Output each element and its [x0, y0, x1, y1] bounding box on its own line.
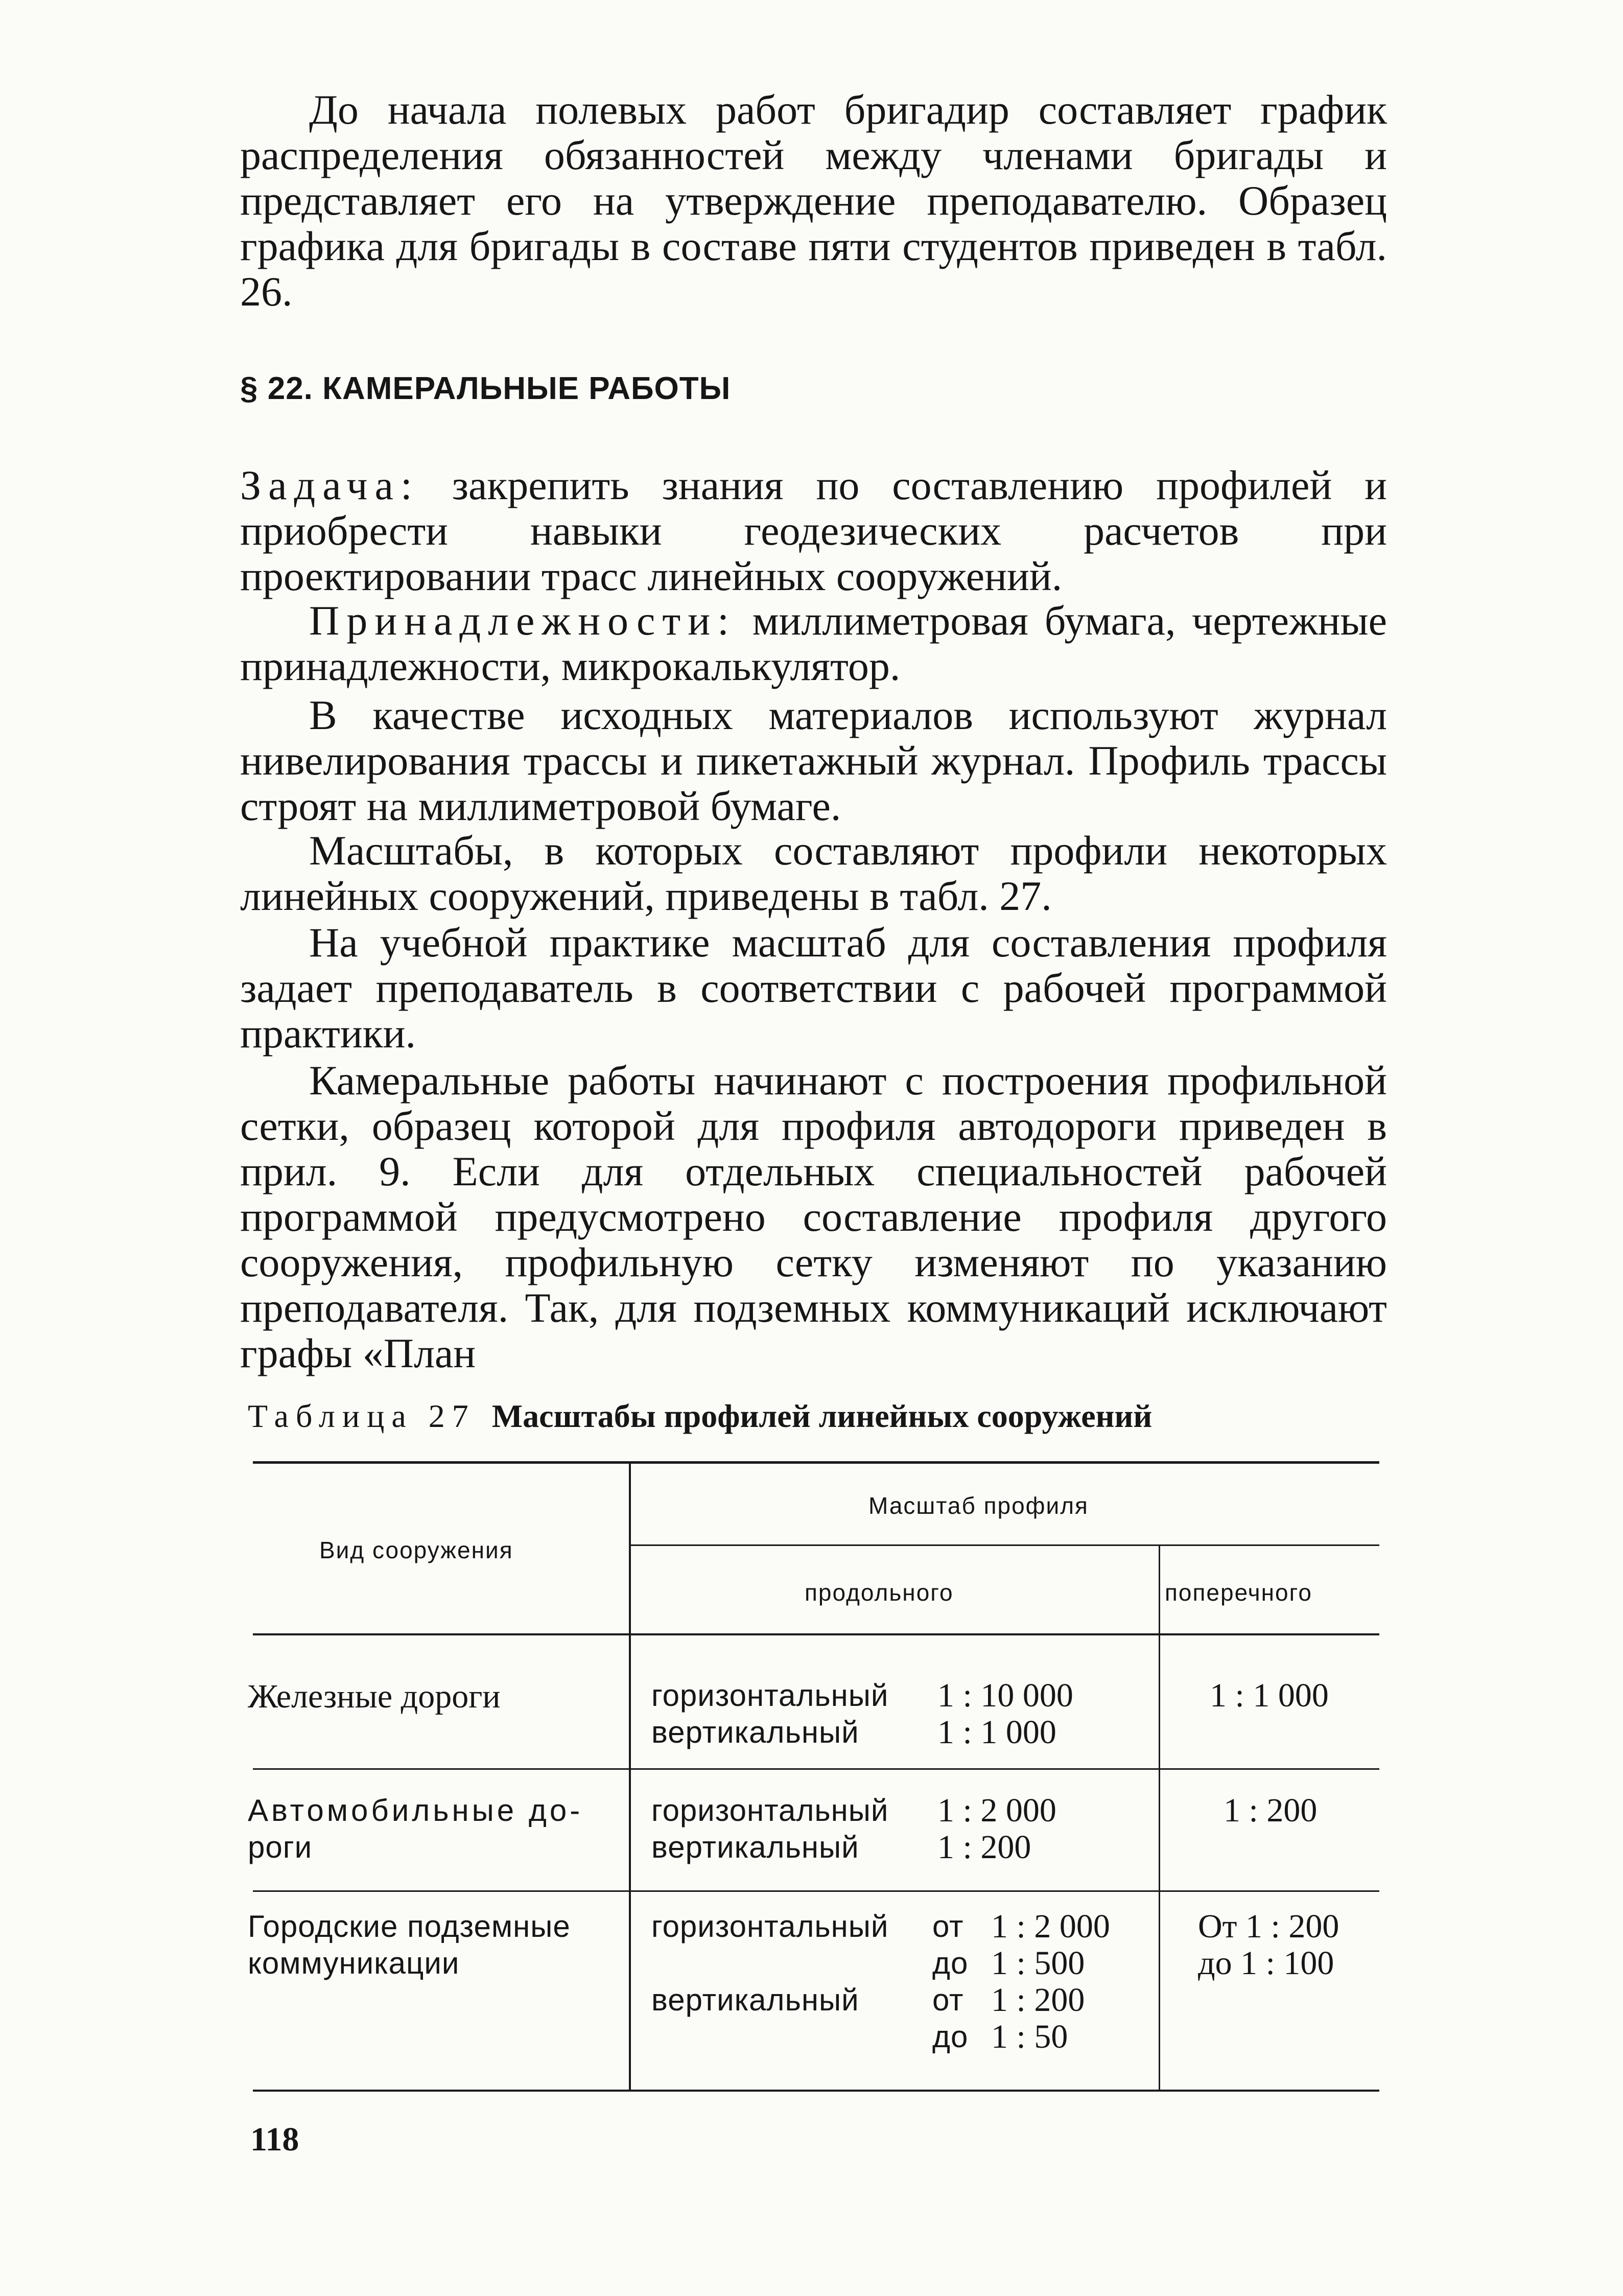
scale-value: От 1 : 200 [1198, 1908, 1339, 1945]
table-row-longitudinal [651, 1677, 1152, 1759]
scale-range-prefix: до [932, 1946, 969, 1980]
table-row-type [248, 1792, 616, 1874]
scale-value: 1 : 50 [991, 2018, 1068, 2055]
row-divider [253, 1890, 1379, 1892]
scale-axis-label: вертикальный [651, 1715, 859, 1749]
header-transverse: поперечного [1165, 1579, 1312, 1606]
scale-value: 1 : 1 000 [937, 1714, 1056, 1751]
row-divider [253, 1768, 1379, 1770]
scale-value: 1 : 2 000 [937, 1792, 1056, 1829]
page-number: 118 [250, 2121, 299, 2158]
column-divider [629, 1461, 631, 2091]
scale-value: 1 : 2 000 [991, 1908, 1110, 1945]
scale-value: 1 : 500 [991, 1944, 1085, 1982]
table-row-transverse [1198, 1908, 1367, 1990]
paragraph-source-materials: В качестве исходных материалов используют журнал нивелирования трассы и пикетажный журнал. Профиль трассы строят на миллиметровой бумаге. [240, 692, 1387, 829]
scale-axis-label: горизонтальный [651, 1909, 889, 1943]
scale-value: до 1 : 100 [1198, 1944, 1334, 1982]
header-scale: Масштаб профиля [868, 1492, 1089, 1519]
table-row-longitudinal [651, 1908, 1152, 2061]
task-label: Задача: [240, 462, 419, 508]
supplies-text: миллиметровая бумага, чертежные принадлежности, микрокалькулятор. [240, 597, 1387, 689]
row-type-line: коммуникации [248, 1946, 460, 1980]
scale-range-prefix: от [932, 1909, 964, 1943]
paragraph-scales: Масштабы, в которых составляют профили некоторых линейных сооружений, приведены в табл. 27. [240, 827, 1387, 919]
scale-value: 1 : 1 000 [1210, 1677, 1329, 1714]
table-top-rule [253, 1461, 1379, 1464]
scale-value: 1 : 200 [1224, 1792, 1318, 1829]
scale-range-prefix: от [932, 1983, 964, 2017]
header-longitudinal: продольного [805, 1579, 954, 1606]
scale-axis-label: горизонтальный [651, 1678, 889, 1713]
paragraph-office-work: Камеральные работы начинают с построения профильной сетки, образец которой для профиля автодороги приведен в прил. 9. Если для отдельных специальностей рабочей программой предусмотрено составление профиля другого сооружения, профильную сетку изменяют по указанию преподавателя. Так, для подземных коммуникаций исключают графы «План [240, 1057, 1387, 1376]
scale-value: 1 : 200 [991, 1981, 1085, 2019]
task-text: закрепить знания по составлению профилей и приобрести навыки геодезических расчетов при проектировании трасс линейных сооружений. [240, 462, 1387, 599]
scale-axis-label: вертикальный [651, 1830, 859, 1864]
scale-value: 1 : 10 000 [937, 1677, 1073, 1714]
intro-paragraph: До начала полевых работ бригадир составляет график распределения обязанностей между членами бригады и представляет его на утверждение преподавателю. Образец графика для бригады в составе пяти студентов приведен в табл. 26. [240, 86, 1387, 315]
table-row-longitudinal [651, 1792, 1152, 1874]
column-divider [1159, 1544, 1160, 2091]
header-type: Вид сооружения [319, 1537, 513, 1563]
row-type-line: Городские подземные [248, 1909, 571, 1943]
section-heading: § 22. КАМЕРАЛЬНЫЕ РАБОТЫ [240, 371, 731, 406]
table-bottom-rule [253, 2090, 1379, 2092]
row-type-line: Автомобильные до- [248, 1793, 583, 1828]
table-caption-title: Масштабы профилей линейных сооружений [491, 1398, 1152, 1434]
scale-axis-label: горизонтальный [651, 1793, 889, 1828]
row-type-line: роги [248, 1830, 313, 1864]
table-row-type [248, 1908, 626, 1990]
header-split-rule [631, 1544, 1379, 1546]
table-caption-label: Таблица 27 [248, 1398, 476, 1434]
row-type-line: Железные дороги [248, 1678, 501, 1715]
scale-axis-label: вертикальный [651, 1983, 859, 2017]
scale-range-prefix: до [932, 2020, 969, 2054]
paragraph-practice: На учебной практике масштаб для составления профиля задает преподаватель в соответствии с рабочей программой практики. [240, 919, 1387, 1057]
scale-value: 1 : 200 [937, 1829, 1031, 1866]
supplies-label: Принадлежности: [309, 597, 736, 644]
header-bottom-rule [253, 1633, 1379, 1635]
